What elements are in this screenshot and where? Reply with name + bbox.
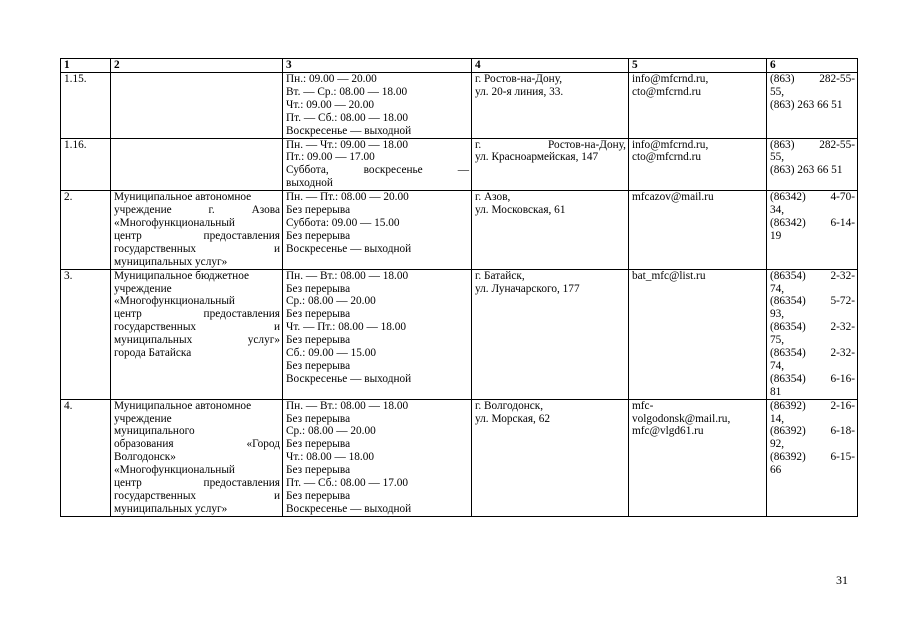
phone-word: 2-32- (830, 347, 855, 360)
phone-line: 92, (770, 438, 785, 451)
phone-cell (767, 191, 858, 269)
table-body (61, 73, 858, 517)
email-cell (629, 269, 767, 399)
hours-cell (283, 269, 472, 399)
phone-line: (863) 263 66 51 (770, 98, 843, 111)
phone-word: 6-18- (830, 425, 855, 438)
table-row (61, 399, 858, 516)
address-cell (472, 399, 629, 516)
phone-line (770, 217, 855, 230)
name-word: муниципальных (114, 334, 193, 347)
name-cell (111, 399, 283, 516)
name-line (114, 308, 280, 321)
phone-word: 282-55- (819, 138, 855, 151)
hours-line: Вт. — Ср.: 08.00 — 18.00 (286, 85, 408, 98)
name-line: учреждение (114, 282, 172, 295)
phone-line (770, 73, 855, 86)
hours-line: Пт.: 09.00 — 17.00 (286, 151, 375, 164)
hours-line: Чт.: 08.00 — 18.00 (286, 451, 374, 464)
email-line: mfc@vlgd61.ru (632, 425, 704, 438)
phone-word: (86354) (770, 269, 806, 282)
name-line: муниципальных услуг» (114, 502, 228, 515)
phone-line: 74, (770, 359, 785, 372)
phone-word: (86392) (770, 399, 806, 412)
hours-line: Без перерыва (286, 490, 351, 502)
name-word: центр (114, 229, 142, 242)
hours-line: Воскресенье — выходной (286, 372, 412, 385)
hours-line: Без перерыва (286, 282, 351, 295)
row-number-cell: 1.16. (61, 138, 111, 191)
hours-line: Воскресенье — выходной (286, 502, 412, 515)
phone-word: 4-70- (830, 191, 855, 204)
name-word: Азова (251, 204, 280, 217)
name-word: «Город (246, 438, 280, 451)
address-line: г. Волгодонск, (475, 399, 544, 412)
name-word: предоставления (203, 477, 280, 490)
hours-line: Без перерыва (286, 334, 351, 347)
phone-line: 34, (770, 204, 785, 217)
email-line: bat_mfc@list.ru (632, 269, 706, 282)
email-line: info@mfcrnd.ru, (632, 138, 709, 151)
address-line: г. Ростов-на-Дону, (475, 73, 563, 85)
hours-line: Воскресенье — выходной (286, 242, 412, 255)
header-cell-1: 1 (61, 59, 111, 73)
phone-cell (767, 399, 858, 516)
email-line: info@mfcrnd.ru, (632, 73, 709, 85)
phone-word: (86354) (770, 321, 806, 334)
address-line: ул. Луначарского, 177 (475, 282, 580, 295)
hours-line: Пт. — Сб.: 08.00 — 18.00 (286, 111, 409, 124)
name-line: Волгодонск» (114, 451, 176, 464)
hours-line: Чт. — Пт.: 08.00 — 18.00 (286, 321, 407, 334)
phone-word: 6-14- (830, 216, 855, 229)
email-cell (629, 399, 767, 516)
hours-line: Без перерыва (286, 412, 351, 425)
phone-word: 282-55- (819, 73, 855, 85)
row-number-cell: 4. (61, 399, 111, 516)
hours-cell (283, 73, 472, 139)
hours-line: Ср.: 08.00 — 20.00 (286, 425, 376, 438)
name-word: предоставления (203, 229, 280, 242)
name-line (114, 334, 280, 347)
hours-line: Без перерыва (286, 359, 351, 372)
phone-line (770, 425, 855, 438)
hours-cell (283, 138, 472, 191)
name-word: государственных (114, 321, 197, 334)
address-word: Ростов-на-Дону, (547, 138, 626, 151)
name-line: «Многофункциональный (114, 295, 235, 308)
phone-line (770, 321, 855, 334)
name-line: муниципального (114, 425, 195, 438)
phone-line: 75, (770, 334, 785, 347)
phone-cell (767, 138, 858, 191)
phone-cell (767, 73, 858, 139)
header-cell-2: 2 (111, 59, 283, 73)
phone-word: (86392) (770, 425, 806, 438)
email-cell (629, 191, 767, 269)
name-cell (111, 138, 283, 191)
hours-line: Пн. — Чт.: 09.00 — 18.00 (286, 138, 408, 151)
hours-cell (283, 191, 472, 269)
header-cell-5: 5 (629, 59, 767, 73)
phone-line (770, 373, 855, 386)
phone-line: 55, (770, 151, 785, 164)
hours-line: Пн. — Вт.: 08.00 — 18.00 (286, 399, 409, 412)
hours-line: Воскресенье — выходной (286, 124, 412, 137)
name-word: центр (114, 308, 142, 321)
name-line (114, 321, 280, 334)
address-line: ул. Московская, 61 (475, 204, 566, 217)
name-line: «Многофункциональный (114, 464, 235, 477)
phone-line (770, 347, 855, 360)
name-word: государственных (114, 242, 197, 255)
hours-word: — (457, 164, 469, 177)
name-word: учреждение (114, 204, 172, 217)
name-word: и (273, 490, 280, 502)
email-line: cto@mfcrnd.ru (632, 85, 702, 98)
name-cell (111, 191, 283, 269)
phone-line (770, 139, 855, 152)
name-word: г. (208, 204, 215, 217)
hours-line: Пн. — Вт.: 08.00 — 18.00 (286, 269, 409, 282)
address-line (475, 139, 626, 152)
name-line: учреждение (114, 412, 172, 425)
name-word: услуг» (247, 334, 280, 347)
phone-line (770, 295, 855, 308)
phone-word: (86342) (770, 191, 806, 204)
row-number-cell: 2. (61, 191, 111, 269)
name-line: Муниципальное автономное (114, 191, 252, 204)
address-word: г. (475, 138, 482, 151)
address-cell (472, 73, 629, 139)
hours-line: Пн. — Пт.: 08.00 — 20.00 (286, 191, 409, 204)
phone-word: 2-16- (830, 399, 855, 412)
phone-line (770, 191, 855, 204)
email-line: mfcazov@mail.ru (632, 191, 714, 204)
name-line (114, 230, 280, 243)
phone-word: 2-32- (830, 269, 855, 282)
page-number: 31 (836, 573, 848, 587)
name-word: и (273, 242, 280, 255)
address-cell (472, 191, 629, 269)
name-word: государственных (114, 490, 197, 502)
name-cell (111, 269, 283, 399)
phone-line: 55, (770, 85, 785, 98)
hours-word: Суббота, (286, 164, 329, 177)
hours-line: Без перерыва (286, 229, 351, 242)
hours-line (286, 164, 469, 177)
phone-line (770, 451, 855, 464)
header-cell-4: 4 (472, 59, 629, 73)
phone-word: (86354) (770, 295, 806, 308)
phone-word: (863) (770, 73, 795, 85)
address-cell (472, 138, 629, 191)
row-number-cell: 1.15. (61, 73, 111, 139)
name-line: Муниципальное автономное (114, 399, 252, 412)
email-line: volgodonsk@mail.ru, (632, 412, 731, 425)
phone-line: 66 (770, 464, 782, 477)
email-cell (629, 138, 767, 191)
name-word: и (273, 321, 280, 334)
hours-line: Суббота: 09.00 — 15.00 (286, 216, 400, 229)
hours-line: Без перерыва (286, 308, 351, 321)
email-cell (629, 73, 767, 139)
name-word: центр (114, 477, 142, 490)
name-line: муниципальных услуг» (114, 255, 228, 268)
phone-cell (767, 269, 858, 399)
phone-word: (86354) (770, 372, 806, 385)
name-line (114, 243, 280, 256)
table-header-row (61, 59, 858, 73)
phone-line: 74, (770, 282, 785, 295)
phone-word: 6-15- (830, 451, 855, 464)
name-line: «Многофункциональный (114, 216, 235, 229)
name-line (114, 490, 280, 503)
hours-line: Пт. — Сб.: 08.00 — 17.00 (286, 477, 409, 490)
hours-line: выходной (286, 177, 333, 190)
phone-word: (86342) (770, 216, 806, 229)
hours-line: Без перерыва (286, 204, 351, 217)
hours-cell (283, 399, 472, 516)
phone-line (770, 270, 855, 283)
phone-word: (86392) (770, 451, 806, 464)
phone-line (770, 400, 855, 413)
name-line (114, 438, 280, 451)
address-line: ул. 20-я линия, 33. (475, 85, 564, 98)
services-table (60, 58, 858, 517)
name-line: Муниципальное бюджетное (114, 269, 250, 282)
phone-line: 93, (770, 308, 785, 321)
phone-word: 5-72- (830, 295, 855, 308)
hours-line: Чт.: 09.00 — 20.00 (286, 98, 374, 111)
phone-word: 2-32- (830, 321, 855, 334)
table-row (61, 269, 858, 399)
email-line: cto@mfcrnd.ru (632, 151, 702, 164)
name-cell (111, 73, 283, 139)
address-line: г. Батайск, (475, 269, 525, 282)
table-row (61, 73, 858, 139)
phone-word: 6-16- (830, 372, 855, 385)
address-line: ул. Морская, 62 (475, 412, 550, 425)
hours-line: Пн.: 09.00 — 20.00 (286, 73, 377, 85)
table-row (61, 138, 858, 191)
name-line (114, 204, 280, 217)
address-cell (472, 269, 629, 399)
name-line: города Батайска (114, 347, 192, 360)
phone-line: 19 (770, 229, 782, 242)
email-line: mfc- (632, 399, 654, 412)
table-row (61, 191, 858, 269)
name-line (114, 477, 280, 490)
phone-word: (863) (770, 138, 795, 151)
hours-line: Без перерыва (286, 464, 351, 477)
header-cell-6: 6 (767, 59, 858, 73)
phone-line: 81 (770, 385, 782, 398)
phone-line: (863) 263 66 51 (770, 164, 843, 177)
name-word: образования (114, 438, 174, 451)
hours-line: Ср.: 08.00 — 20.00 (286, 295, 376, 308)
hours-line: Сб.: 09.00 — 15.00 (286, 347, 376, 360)
hours-line: Без перерыва (286, 438, 351, 451)
hours-word: воскресенье (363, 164, 423, 177)
phone-line: 14, (770, 412, 785, 425)
phone-word: (86354) (770, 347, 806, 360)
address-line: ул. Красноармейская, 147 (475, 151, 599, 164)
header-cell-3: 3 (283, 59, 472, 73)
address-line: г. Азов, (475, 191, 511, 204)
row-number-cell: 3. (61, 269, 111, 399)
name-word: предоставления (203, 308, 280, 321)
